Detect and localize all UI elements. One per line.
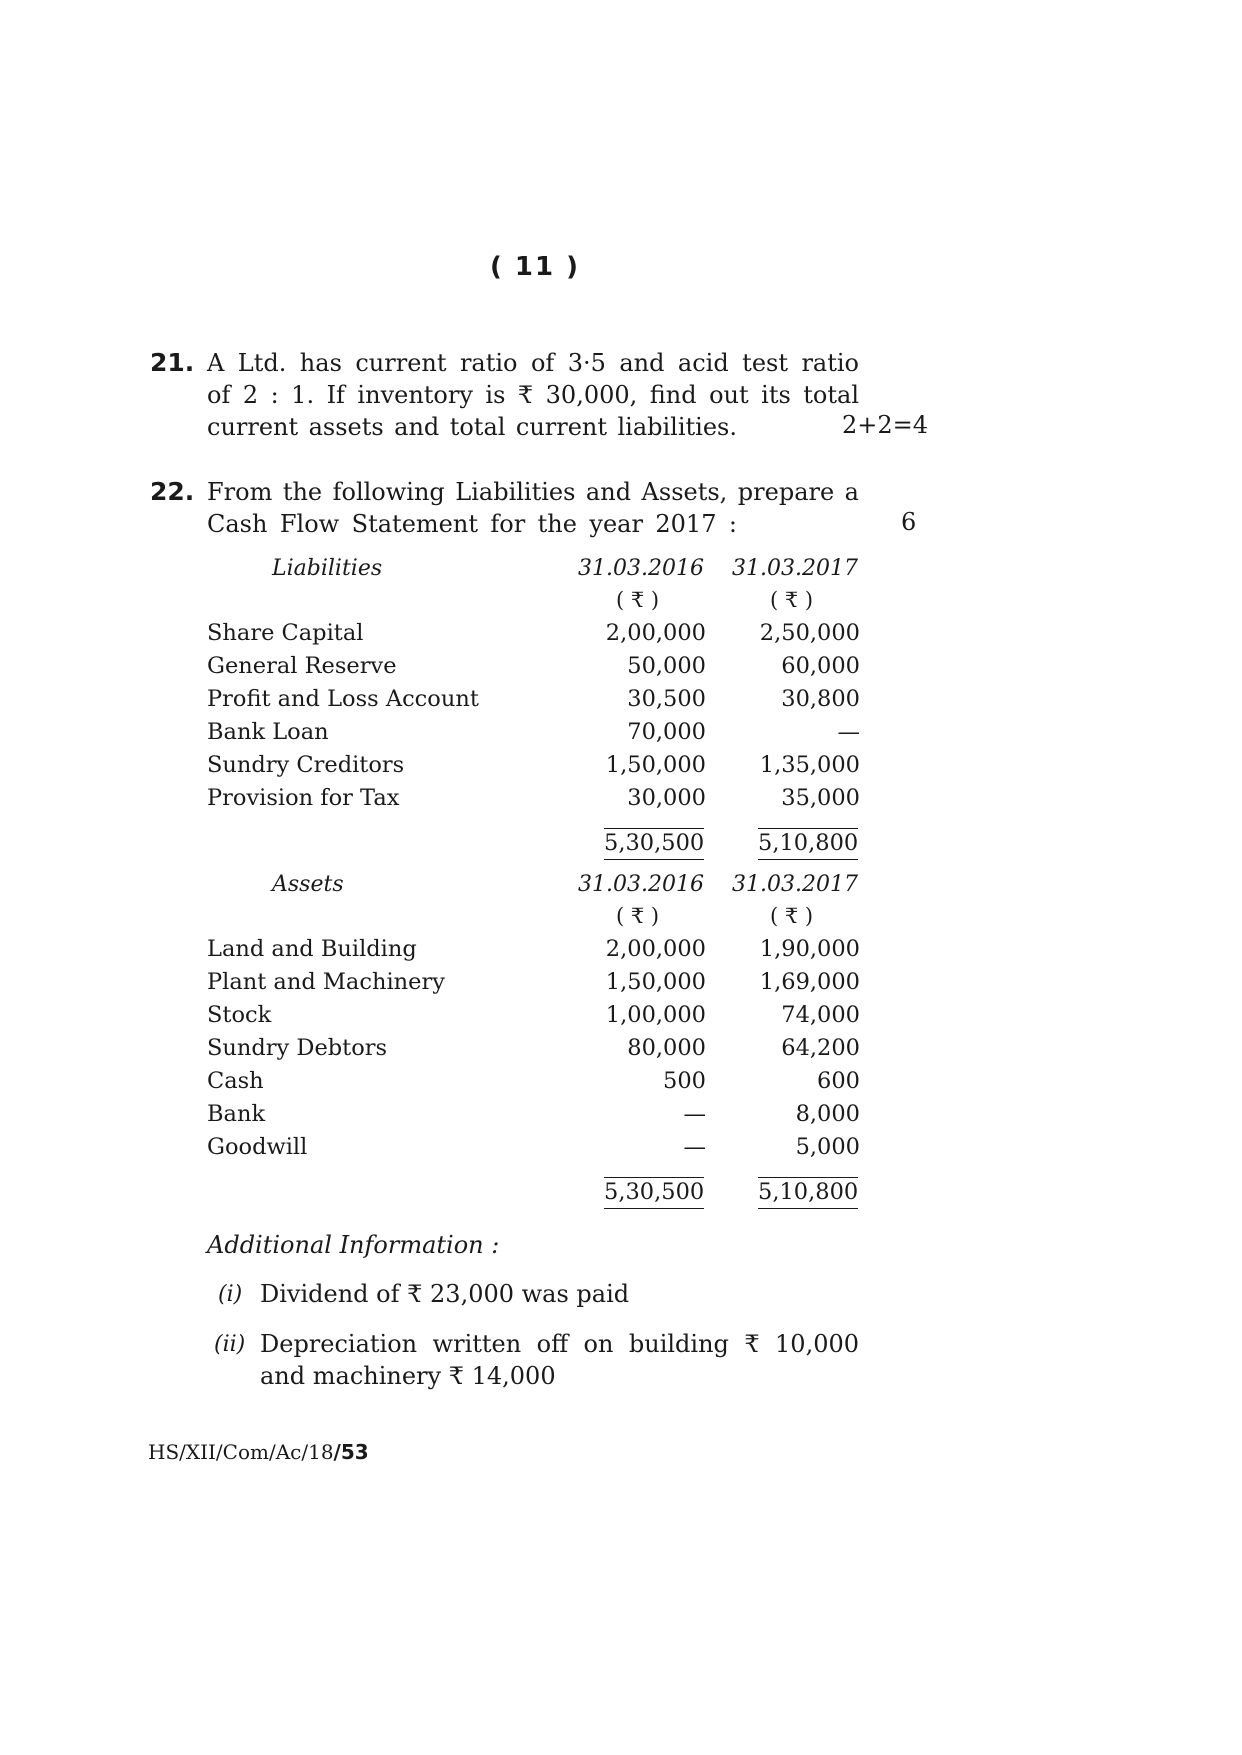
column-header-2016: 31.03.2016: [578, 556, 704, 581]
table-cell: 2,00,000: [605, 936, 706, 962]
table-cell: 64,200: [781, 1035, 860, 1061]
table-cell: 500: [663, 1068, 706, 1094]
total-2016: 5,30,500: [604, 828, 704, 860]
table-cell: 600: [817, 1068, 860, 1094]
table-row-label: Share Capital: [207, 620, 364, 646]
table-cell: 30,000: [627, 785, 706, 811]
question-number: 21.: [150, 348, 195, 377]
table-cell: 1,50,000: [605, 752, 706, 778]
table-cell: 30,500: [627, 686, 706, 712]
table-cell: 1,35,000: [759, 752, 860, 778]
liabilities-heading: Liabilities: [272, 556, 383, 581]
additional-information-heading: Additional Information :: [207, 1231, 500, 1259]
table-row-label: Sundry Creditors: [207, 752, 405, 778]
unit-label: ( ₹ ): [616, 588, 660, 612]
question-text-line: current assets and total current liabilities.: [207, 413, 737, 441]
question-text-line: Cash Flow Statement for the year 2017 :: [207, 510, 737, 538]
table-row-label: Cash: [207, 1068, 264, 1094]
table-cell: 1,90,000: [759, 936, 860, 962]
table-row-label: Sundry Debtors: [207, 1035, 388, 1061]
assets-heading: Assets: [272, 872, 344, 897]
question-text-line: From the following Liabilities and Assets, prepare a: [207, 478, 859, 506]
table-cell: 80,000: [627, 1035, 706, 1061]
table-row-label: Bank Loan: [207, 719, 329, 745]
table-cell: —: [683, 1101, 706, 1127]
table-row-label: Land and Building: [207, 936, 417, 962]
unit-label: ( ₹ ): [770, 588, 814, 612]
table-row-label: Goodwill: [207, 1134, 308, 1160]
table-cell: —: [683, 1134, 706, 1160]
table-row-label: Plant and Machinery: [207, 969, 445, 995]
table-cell: 30,800: [781, 686, 860, 712]
page-number: ( 11 ): [489, 252, 581, 282]
paper-code-text: HS/XII/Com/Ac/18: [148, 1440, 334, 1464]
column-header-2017: 31.03.2017: [732, 872, 858, 897]
question-number: 22.: [150, 477, 195, 506]
table-cell: 60,000: [781, 653, 860, 679]
table-cell: 70,000: [627, 719, 706, 745]
item-marker: (ii): [214, 1332, 246, 1357]
table-row-label: Profit and Loss Account: [207, 686, 479, 712]
table-cell: —: [837, 719, 860, 745]
table-row-label: Provision for Tax: [207, 785, 400, 811]
table-cell: 5,000: [795, 1134, 860, 1160]
table-row-label: General Reserve: [207, 653, 397, 679]
table-cell: 1,00,000: [605, 1002, 706, 1028]
marks-label: 2+2=4: [842, 411, 929, 439]
table-cell: 8,000: [795, 1101, 860, 1127]
table-cell: 1,50,000: [605, 969, 706, 995]
item-text: and machinery ₹ 14,000: [260, 1362, 556, 1390]
table-row-label: Bank: [207, 1101, 266, 1127]
total-2017: 5,10,800: [758, 828, 858, 860]
total-2017: 5,10,800: [758, 1177, 858, 1209]
unit-label: ( ₹ ): [616, 904, 660, 928]
marks-label: 6: [901, 508, 917, 536]
table-cell: 2,50,000: [759, 620, 860, 646]
table-cell: 50,000: [627, 653, 706, 679]
paper-code-number: /53: [333, 1440, 369, 1464]
column-header-2017: 31.03.2017: [732, 556, 858, 581]
item-marker: (i): [218, 1282, 243, 1307]
question-text-line: of 2 : 1. If inventory is ₹ 30,000, find out its total: [207, 381, 859, 409]
table-row-label: Stock: [207, 1002, 272, 1028]
paper-code: [148, 1440, 369, 1464]
table-cell: 2,00,000: [605, 620, 706, 646]
total-2016: 5,30,500: [604, 1177, 704, 1209]
unit-label: ( ₹ ): [770, 904, 814, 928]
column-header-2016: 31.03.2016: [578, 872, 704, 897]
table-cell: 35,000: [781, 785, 860, 811]
question-text-line: A Ltd. has current ratio of 3·5 and acid test ratio: [207, 349, 859, 377]
table-cell: 1,69,000: [759, 969, 860, 995]
item-text: Depreciation written off on building ₹ 10,000: [260, 1330, 859, 1358]
item-text: Dividend of ₹ 23,000 was paid: [260, 1280, 630, 1308]
table-cell: 74,000: [781, 1002, 860, 1028]
